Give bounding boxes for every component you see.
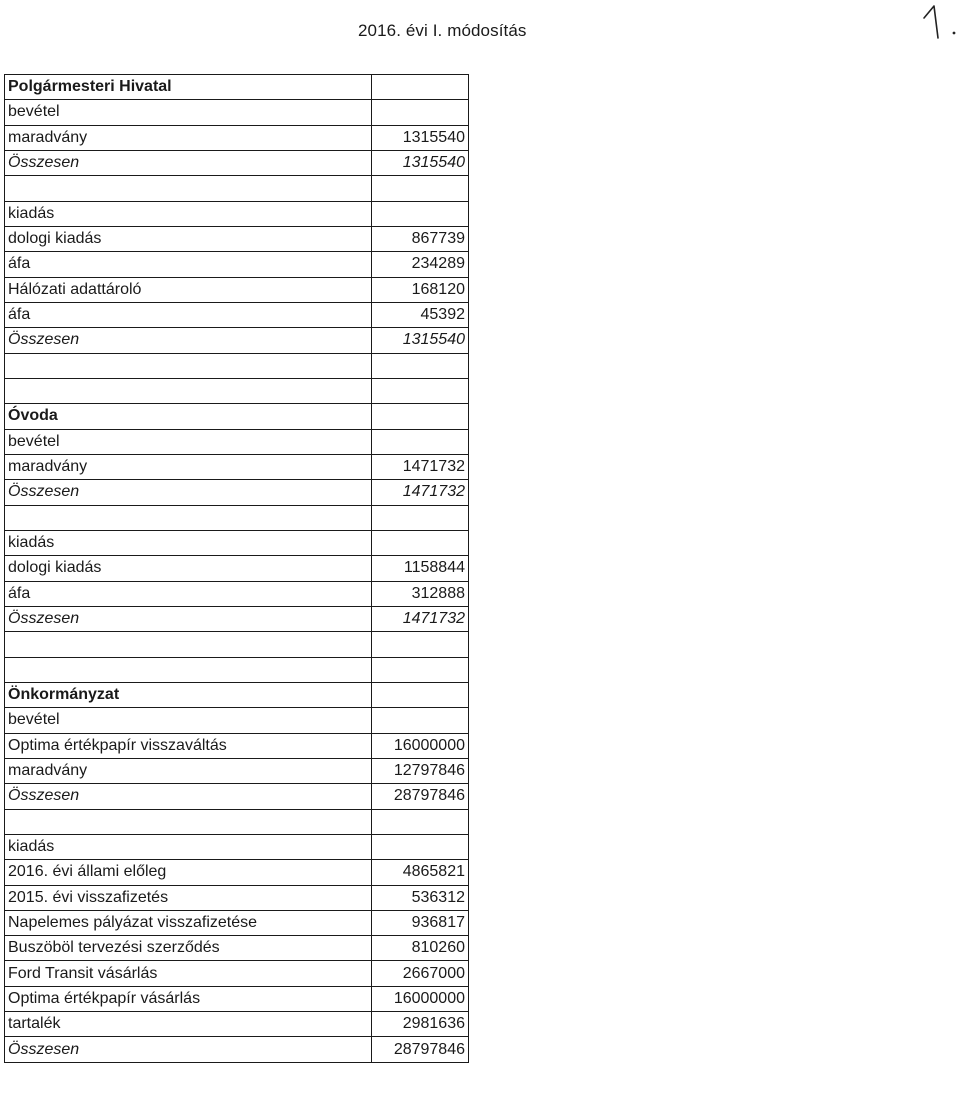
- row-label: Összesen: [5, 784, 372, 809]
- row-label: [5, 176, 372, 201]
- table-row: [5, 961, 469, 986]
- row-label: maradvány: [5, 758, 372, 783]
- row-label: 2015. évi visszafizetés: [5, 885, 372, 910]
- table-row: [5, 125, 469, 150]
- table-row: [5, 201, 469, 226]
- row-label: Polgármesteri Hivatal: [5, 75, 372, 100]
- row-label: kiadás: [5, 834, 372, 859]
- row-amount: [372, 682, 469, 707]
- row-label: Önkormányzat: [5, 682, 372, 707]
- row-label: maradvány: [5, 454, 372, 479]
- table-row: [5, 936, 469, 961]
- row-amount: 810260: [372, 936, 469, 961]
- table-row: [5, 1012, 469, 1037]
- row-amount: [372, 404, 469, 429]
- blank-row: [5, 657, 469, 682]
- row-amount: 45392: [372, 302, 469, 327]
- row-label: Összesen: [5, 480, 372, 505]
- blank-row: [5, 176, 469, 201]
- row-amount: 936817: [372, 910, 469, 935]
- table-row: [5, 530, 469, 555]
- row-label: áfa: [5, 252, 372, 277]
- row-label: Ford Transit vásárlás: [5, 961, 372, 986]
- total-row: [5, 784, 469, 809]
- table-row: [5, 100, 469, 125]
- row-amount: [372, 834, 469, 859]
- row-label: Napelemes pályázat visszafizetése: [5, 910, 372, 935]
- row-amount: [372, 429, 469, 454]
- row-amount: 2981636: [372, 1012, 469, 1037]
- table-row: [5, 910, 469, 935]
- row-amount: [372, 530, 469, 555]
- row-label: Összesen: [5, 606, 372, 631]
- handwritten-page-number: [918, 0, 960, 40]
- row-label: [5, 809, 372, 834]
- row-label: dologi kiadás: [5, 226, 372, 251]
- row-amount: 2667000: [372, 961, 469, 986]
- row-amount: 168120: [372, 277, 469, 302]
- blank-row: [5, 505, 469, 530]
- row-amount: [372, 75, 469, 100]
- row-label: maradvány: [5, 125, 372, 150]
- blank-row: [5, 809, 469, 834]
- row-amount: 1315540: [372, 125, 469, 150]
- row-amount: [372, 353, 469, 378]
- row-label: [5, 378, 372, 403]
- row-amount: 1471732: [372, 480, 469, 505]
- row-label: kiadás: [5, 201, 372, 226]
- row-amount: 1158844: [372, 556, 469, 581]
- row-label: [5, 657, 372, 682]
- blank-row: [5, 378, 469, 403]
- row-label: Összesen: [5, 328, 372, 353]
- row-amount: 16000000: [372, 733, 469, 758]
- table-row: [5, 429, 469, 454]
- blank-row: [5, 632, 469, 657]
- table-row: [5, 986, 469, 1011]
- row-label: bevétel: [5, 429, 372, 454]
- row-amount: 312888: [372, 581, 469, 606]
- row-label: Összesen: [5, 150, 372, 175]
- row-label: dologi kiadás: [5, 556, 372, 581]
- row-amount: [372, 708, 469, 733]
- row-label: Óvoda: [5, 404, 372, 429]
- section-header-row: [5, 75, 469, 100]
- row-label: [5, 632, 372, 657]
- row-amount: 1315540: [372, 328, 469, 353]
- row-label: áfa: [5, 302, 372, 327]
- table-row: [5, 885, 469, 910]
- row-label: Összesen: [5, 1037, 372, 1062]
- row-label: Buszöböl tervezési szerződés: [5, 936, 372, 961]
- table-row: [5, 860, 469, 885]
- row-label: [5, 505, 372, 530]
- table-row: [5, 708, 469, 733]
- row-label: 2016. évi állami előleg: [5, 860, 372, 885]
- total-row: [5, 328, 469, 353]
- table-row: [5, 454, 469, 479]
- table-row: [5, 252, 469, 277]
- table-row: [5, 758, 469, 783]
- section-header-row: [5, 404, 469, 429]
- row-label: [5, 353, 372, 378]
- table-row: [5, 581, 469, 606]
- row-label: Optima értékpapír visszaváltás: [5, 733, 372, 758]
- row-amount: 867739: [372, 226, 469, 251]
- document-title: 2016. évi I. módosítás: [358, 21, 527, 40]
- row-amount: 28797846: [372, 784, 469, 809]
- total-row: [5, 150, 469, 175]
- row-label: Optima értékpapír vásárlás: [5, 986, 372, 1011]
- row-label: áfa: [5, 581, 372, 606]
- total-row: [5, 606, 469, 631]
- table-row: [5, 226, 469, 251]
- row-amount: [372, 378, 469, 403]
- row-amount: 4865821: [372, 860, 469, 885]
- row-label: tartalék: [5, 1012, 372, 1037]
- blank-row: [5, 353, 469, 378]
- row-amount: 1471732: [372, 454, 469, 479]
- row-amount: 1315540: [372, 150, 469, 175]
- row-amount: 28797846: [372, 1037, 469, 1062]
- table-row: [5, 556, 469, 581]
- row-amount: [372, 657, 469, 682]
- total-row: [5, 1037, 469, 1062]
- row-amount: 234289: [372, 252, 469, 277]
- row-amount: [372, 632, 469, 657]
- table-row: [5, 302, 469, 327]
- row-amount: [372, 201, 469, 226]
- row-amount: 536312: [372, 885, 469, 910]
- row-amount: [372, 176, 469, 201]
- row-label: bevétel: [5, 100, 372, 125]
- section-header-row: [5, 682, 469, 707]
- table-row: [5, 834, 469, 859]
- row-amount: 16000000: [372, 986, 469, 1011]
- row-amount: [372, 809, 469, 834]
- row-amount: [372, 100, 469, 125]
- total-row: [5, 480, 469, 505]
- row-label: Hálózati adattároló: [5, 277, 372, 302]
- row-amount: 12797846: [372, 758, 469, 783]
- row-amount: 1471732: [372, 606, 469, 631]
- table-row: [5, 733, 469, 758]
- budget-table: [4, 74, 469, 1063]
- row-label: kiadás: [5, 530, 372, 555]
- row-amount: [372, 505, 469, 530]
- row-label: bevétel: [5, 708, 372, 733]
- table-row: [5, 277, 469, 302]
